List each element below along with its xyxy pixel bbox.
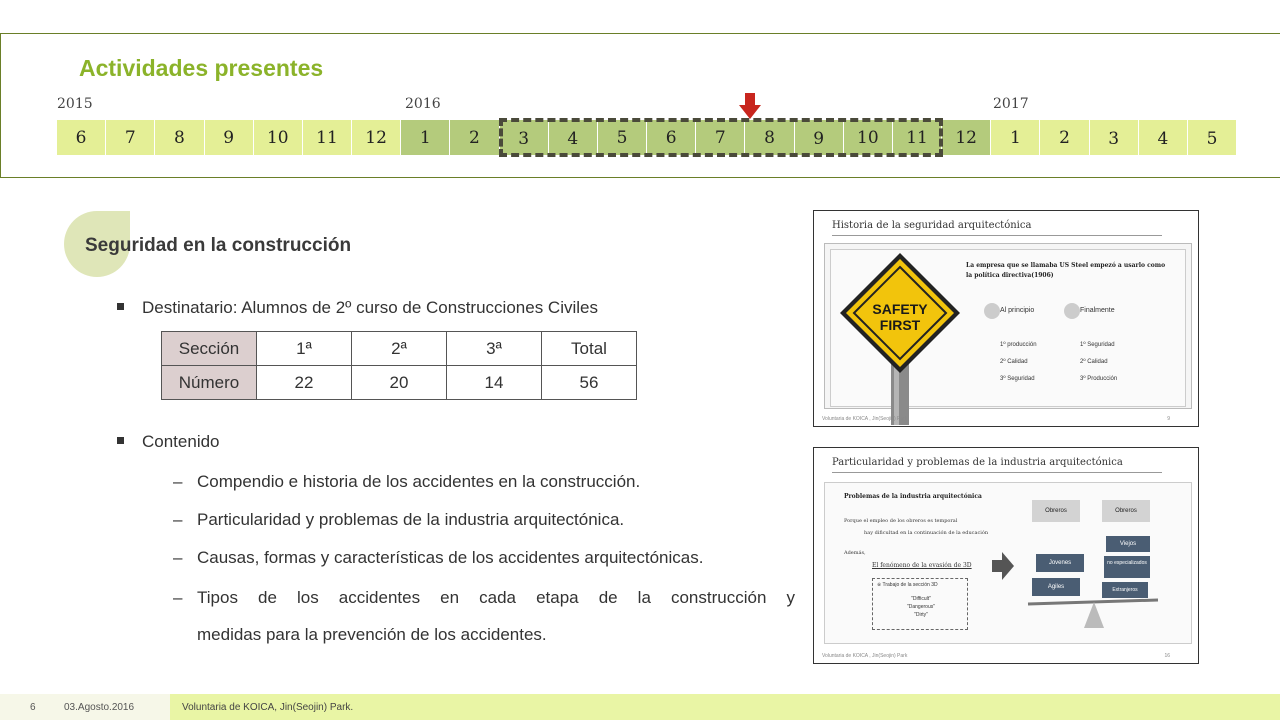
footer-date: 03.Agosto.2016 [64, 702, 135, 713]
table-cell: 56 [542, 366, 637, 400]
timeline-month: 9 [795, 120, 844, 155]
timeline-month: 12 [942, 120, 991, 155]
current-period-highlight [499, 118, 943, 157]
timeline-month: 6 [57, 120, 106, 155]
thumbnail-title: Particularidad y problemas de la industria arquitectónica [832, 457, 1123, 468]
table-header-row [162, 332, 637, 366]
students-table [161, 331, 637, 400]
pie-icon [1064, 303, 1080, 319]
timeline-month: 8 [745, 120, 794, 155]
table-row [162, 366, 637, 400]
thumbnail-note: La empresa que se llamaba US Steel empezó a usarlo como la política directiva(1906) [966, 262, 1166, 279]
timeline-month: 5 [1188, 120, 1237, 155]
timeline-month: 6 [647, 120, 696, 155]
priority-list-after: 1º Seguridad 2º Calidad 3º Producción [1080, 342, 1118, 382]
current-month-arrow-icon [739, 93, 761, 119]
bullet-square-icon [117, 303, 124, 310]
audience-text: Destinatario: Alumnos de 2º curso de Construcciones Civiles [142, 298, 598, 317]
bullet-square-icon [117, 437, 124, 444]
pie-icon [984, 303, 1000, 319]
timeline-month: 7 [696, 120, 745, 155]
timeline-month: 5 [598, 120, 647, 155]
table-cell: 14 [447, 366, 542, 400]
3d-box: ※ Trabajo de la sección 3D "Difficult" "Dangerous" "Dirty" [872, 578, 968, 630]
content-item-text: Particularidad y problemas de la industria arquitectónica. [197, 510, 625, 529]
footer-credit: Voluntaria de KOICA, Jin(Seojin) Park. [182, 702, 354, 713]
table-cell: 3ª [447, 332, 542, 366]
thumbnail-industry-problems: Particularidad y problemas de la industria arquitectónica Problemas de la industria arquitectónica Porque el empleo de los obreros es temporal hay dificultad en la continuación de la educación Además, El fenómeno de la evasión de 3D ※ Trabajo de la sección 3D "Difficult" "Dangerous" "Dirty" Obreros Obreros Jovenes Agiles Viejos no especializados Extranjeros Voluntaria de KOICA , Jin(Seojin) Park 16 [813, 447, 1199, 664]
priority-list-before: 1º producción 2º Calidad 3º Seguridad [1000, 342, 1037, 382]
page-number: 6 [30, 702, 36, 713]
section-title: Seguridad en la construcción [85, 235, 352, 256]
timeline-month: 4 [549, 120, 598, 155]
table-cell: Número [162, 366, 257, 400]
timeline-month: 8 [155, 120, 204, 155]
content-label: Contenido [142, 432, 220, 451]
timeline-month: 11 [303, 120, 352, 155]
timeline-month: 4 [1139, 120, 1188, 155]
safety-sign-icon [834, 247, 969, 425]
content-item-text: Causas, formas y características de los accidentes arquitectónicas. [197, 548, 704, 567]
timeline-month: 1 [991, 120, 1040, 155]
timeline-month: 11 [893, 120, 942, 155]
table-cell: 1ª [257, 332, 352, 366]
timeline-month: 2 [1040, 120, 1089, 155]
content-item-continuation: medidas para la prevención de los accidentes. [197, 625, 547, 644]
table-cell: Sección [162, 332, 257, 366]
table-cell: 20 [352, 366, 447, 400]
content-item-text: Compendio e historia de los accidentes en la construcción. [197, 472, 641, 491]
timeline-month: 10 [844, 120, 893, 155]
year-label-2015: 2015 [57, 96, 93, 112]
content-item: – Tipos de los accidentes en cada etapa de la construcción y [173, 588, 795, 607]
timeline-month: 1 [401, 120, 450, 155]
content-bullet [117, 432, 220, 452]
audience-bullet [117, 298, 598, 318]
safety-sign-text: SAFETY FIRST [872, 301, 928, 333]
seesaw-icon [1024, 594, 1164, 634]
page-title: Actividades presentes [79, 55, 324, 81]
table-cell: 2ª [352, 332, 447, 366]
content-item: – Causas, formas y características de los accidentes arquitectónicas. [173, 548, 704, 567]
content-item: – Compendio e historia de los accidentes en la construcción. [173, 472, 641, 491]
timeline-month: 10 [254, 120, 303, 155]
content-item: – Particularidad y problemas de la industria arquitectónica. [173, 510, 625, 529]
right-arrow-icon [992, 552, 1014, 580]
content-item-text: Tipos de los accidentes en cada etapa de la construcción y [197, 588, 795, 607]
timeline-month: 3 [500, 120, 549, 155]
timeline-month: 2 [450, 120, 499, 155]
timeline-month: 3 [1090, 120, 1139, 155]
table-cell: Total [542, 332, 637, 366]
thumbnail-title: Historia de la seguridad arquitectónica [832, 220, 1032, 231]
timeline-month: 7 [106, 120, 155, 155]
timeline-month: 9 [205, 120, 254, 155]
table-cell: 22 [257, 366, 352, 400]
thumbnail-safety-history: Historia de la seguridad arquitectónica SAFETY FIRST La empresa que se llamaba US Steel empezó a usarlo como la política directiva(1906) Al principio Finalmente 1º producción 2º Calidad 3º Seguridad 1º Seguridad 2º Calidad 3º Producción Voluntaria de KOICA , Jin(Seojin) Park 9 [813, 210, 1199, 427]
timeline-month: 12 [352, 120, 401, 155]
year-label-2016: 2016 [405, 96, 441, 112]
year-label-2017: 2017 [993, 96, 1029, 112]
